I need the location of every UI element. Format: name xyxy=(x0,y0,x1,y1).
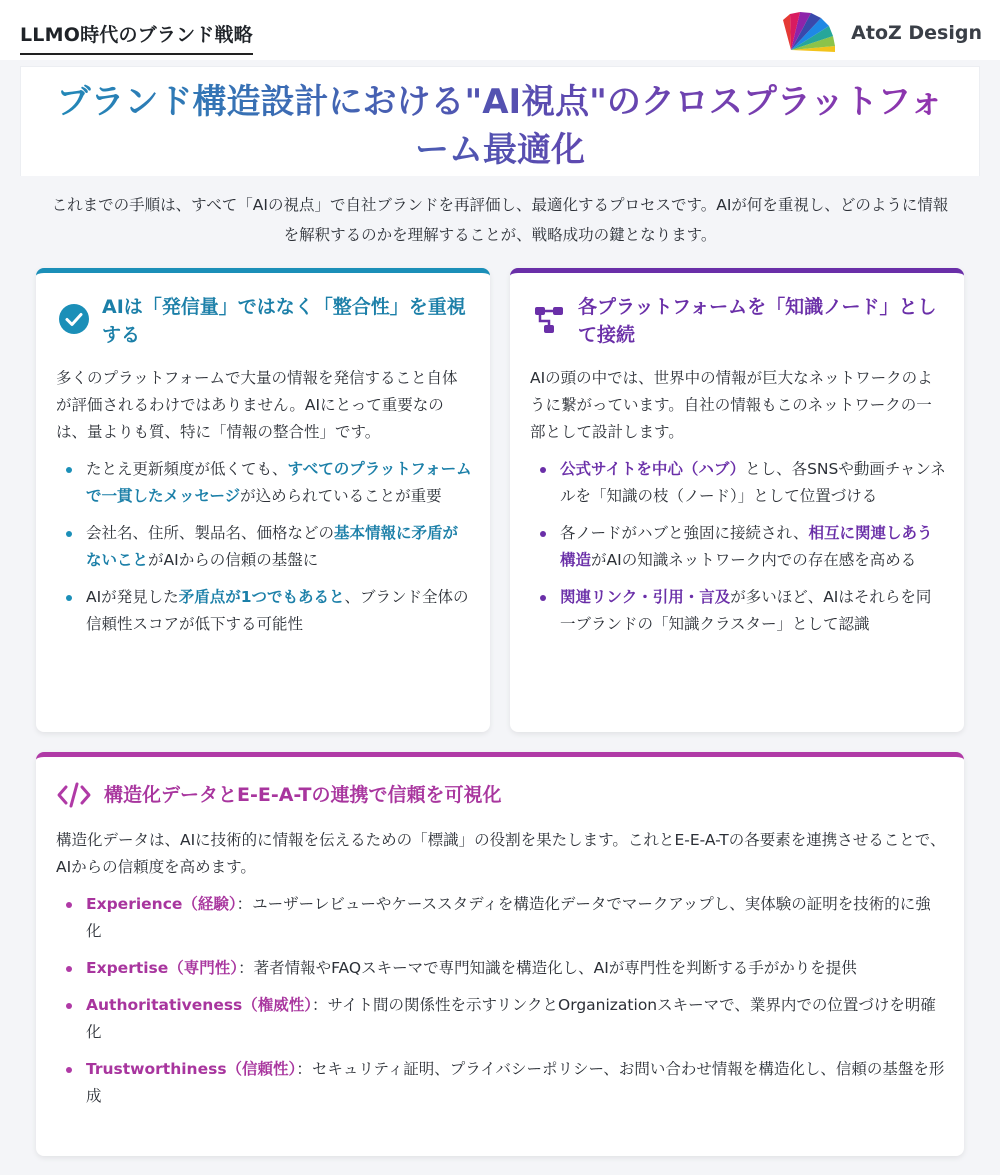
list-item xyxy=(530,584,946,638)
list-item xyxy=(530,456,946,510)
section-label: LLMO時代のブランド戦略 xyxy=(20,20,253,55)
list-text: がAIの知識ネットワーク内での存在感を高める xyxy=(591,551,917,569)
card-structured-data xyxy=(36,752,964,1156)
list-text: ：サイト間の関係性を示すリンクとOrganizationスキーマで、業界内での位置づけを明確化 xyxy=(86,996,936,1041)
highlight-text: 公式サイトを中心（ハブ） xyxy=(560,460,746,478)
highlight-text: Authoritativeness（権威性） xyxy=(86,996,313,1014)
network-nodes-icon xyxy=(532,303,566,337)
list-text: とし、各SNSや動画チャンネルを「知識の枝（ノード）」として位置づける xyxy=(560,460,946,505)
list-item xyxy=(56,520,472,574)
logo-text: AtoZ Design xyxy=(851,22,982,44)
highlight-text: Expertise（専門性） xyxy=(86,959,239,977)
list-text: ：ユーザーレビューやケーススタディを構造化データでマークアップし、実体験の証明を技術的に強化 xyxy=(86,895,931,940)
check-circle-icon xyxy=(58,303,90,335)
highlight-text: 矛盾点が1つでもあると xyxy=(178,588,345,606)
card-structured-data-points xyxy=(56,891,946,1110)
card-knowledge-node-body: AIの頭の中では、世界中の情報が巨大なネットワークのように繋がっています。自社の情報もこのネットワークの一部として設計します。 xyxy=(530,369,933,441)
list-text: が込められていることが重要 xyxy=(240,487,442,505)
card-consistency-title: AIは「発信量」ではなく「整合性」を重視する xyxy=(102,296,466,346)
list-text: たとえ更新頻度が低くても、 xyxy=(86,460,288,478)
card-consistency xyxy=(36,268,490,732)
list-text: ：セキュリティ証明、プライバシーポリシー、お問い合わせ情報を構造化し、信頼の基盤を形成 xyxy=(86,1060,945,1105)
highlight-text: 基本情報に矛盾がないこと xyxy=(86,524,459,569)
highlight-text: 相互に関連しあう構造 xyxy=(560,524,933,569)
card-knowledge-node-points xyxy=(530,456,946,638)
highlight-text: 関連リンク・引用・言及 xyxy=(560,588,731,606)
card-knowledge-node-header xyxy=(532,293,952,349)
list-text: がAIからの信頼の基盤に xyxy=(148,551,319,569)
highlight-text: Experience（経験） xyxy=(86,895,237,913)
card-knowledge-node xyxy=(510,268,964,732)
card-knowledge-node-title: 各プラットフォームを「知識ノード」として接続 xyxy=(578,296,937,346)
card-structured-data-body: 構造化データは、AIに技術的に情報を伝えるための「標識」の役割を果たします。これとE-E-A-Tの各要素を連携させることで、AIからの信頼度を高めます。 xyxy=(56,831,946,876)
fan-logo-icon xyxy=(783,10,843,56)
list-text: ：著者情報やFAQスキーマで専門知識を構造化し、AIが専門性を判断する手がかりを提供 xyxy=(238,959,857,977)
card-consistency-header xyxy=(58,293,478,349)
list-text: 各ノードがハブと強固に接続され、 xyxy=(560,524,809,542)
highlight-text: すべてのプラットフォームで一貫したメッセージ xyxy=(86,460,472,505)
card-consistency-points xyxy=(56,456,472,638)
list-item xyxy=(56,891,946,945)
list-item xyxy=(56,1056,946,1110)
intro-text: これまでの手順は、すべて「AIの視点」で自社ブランドを再評価し、最適化するプロセスです。AIが何を重視し、どのように情報を解釈するのかを理解することが、戦略成功の鍵となります。 xyxy=(51,196,949,244)
list-item xyxy=(56,992,946,1046)
brand-logo[interactable] xyxy=(783,10,982,56)
card-consistency-body: 多くのプラットフォームで大量の情報を発信すること自体が評価されるわけではありません。AIにとって重要なのは、量よりも質、特に「情報の整合性」です。 xyxy=(56,369,458,441)
list-text: 会社名、住所、製品名、価格などの xyxy=(86,524,335,542)
card-structured-data-title: 構造化データとE-E-A-Tの連携で信頼を可視化 xyxy=(104,784,502,806)
list-item xyxy=(530,520,946,574)
list-text: 、ブランド全体の信頼性スコアが低下する可能性 xyxy=(86,588,469,633)
code-icon xyxy=(56,781,92,809)
list-text: が多いほど、AIはそれらを同一ブランドの「知識クラスター」として認識 xyxy=(560,588,932,633)
card-structured-data-header xyxy=(56,781,936,809)
highlight-text: Trustworthiness（信頼性） xyxy=(86,1060,297,1078)
list-text: AIが発見した xyxy=(86,588,179,606)
list-item xyxy=(56,955,946,982)
page-title: ブランド構造設計における"AI視点"のクロスプラットフォーム最適化 xyxy=(0,78,1000,174)
list-item xyxy=(56,584,472,638)
list-item xyxy=(56,456,472,510)
